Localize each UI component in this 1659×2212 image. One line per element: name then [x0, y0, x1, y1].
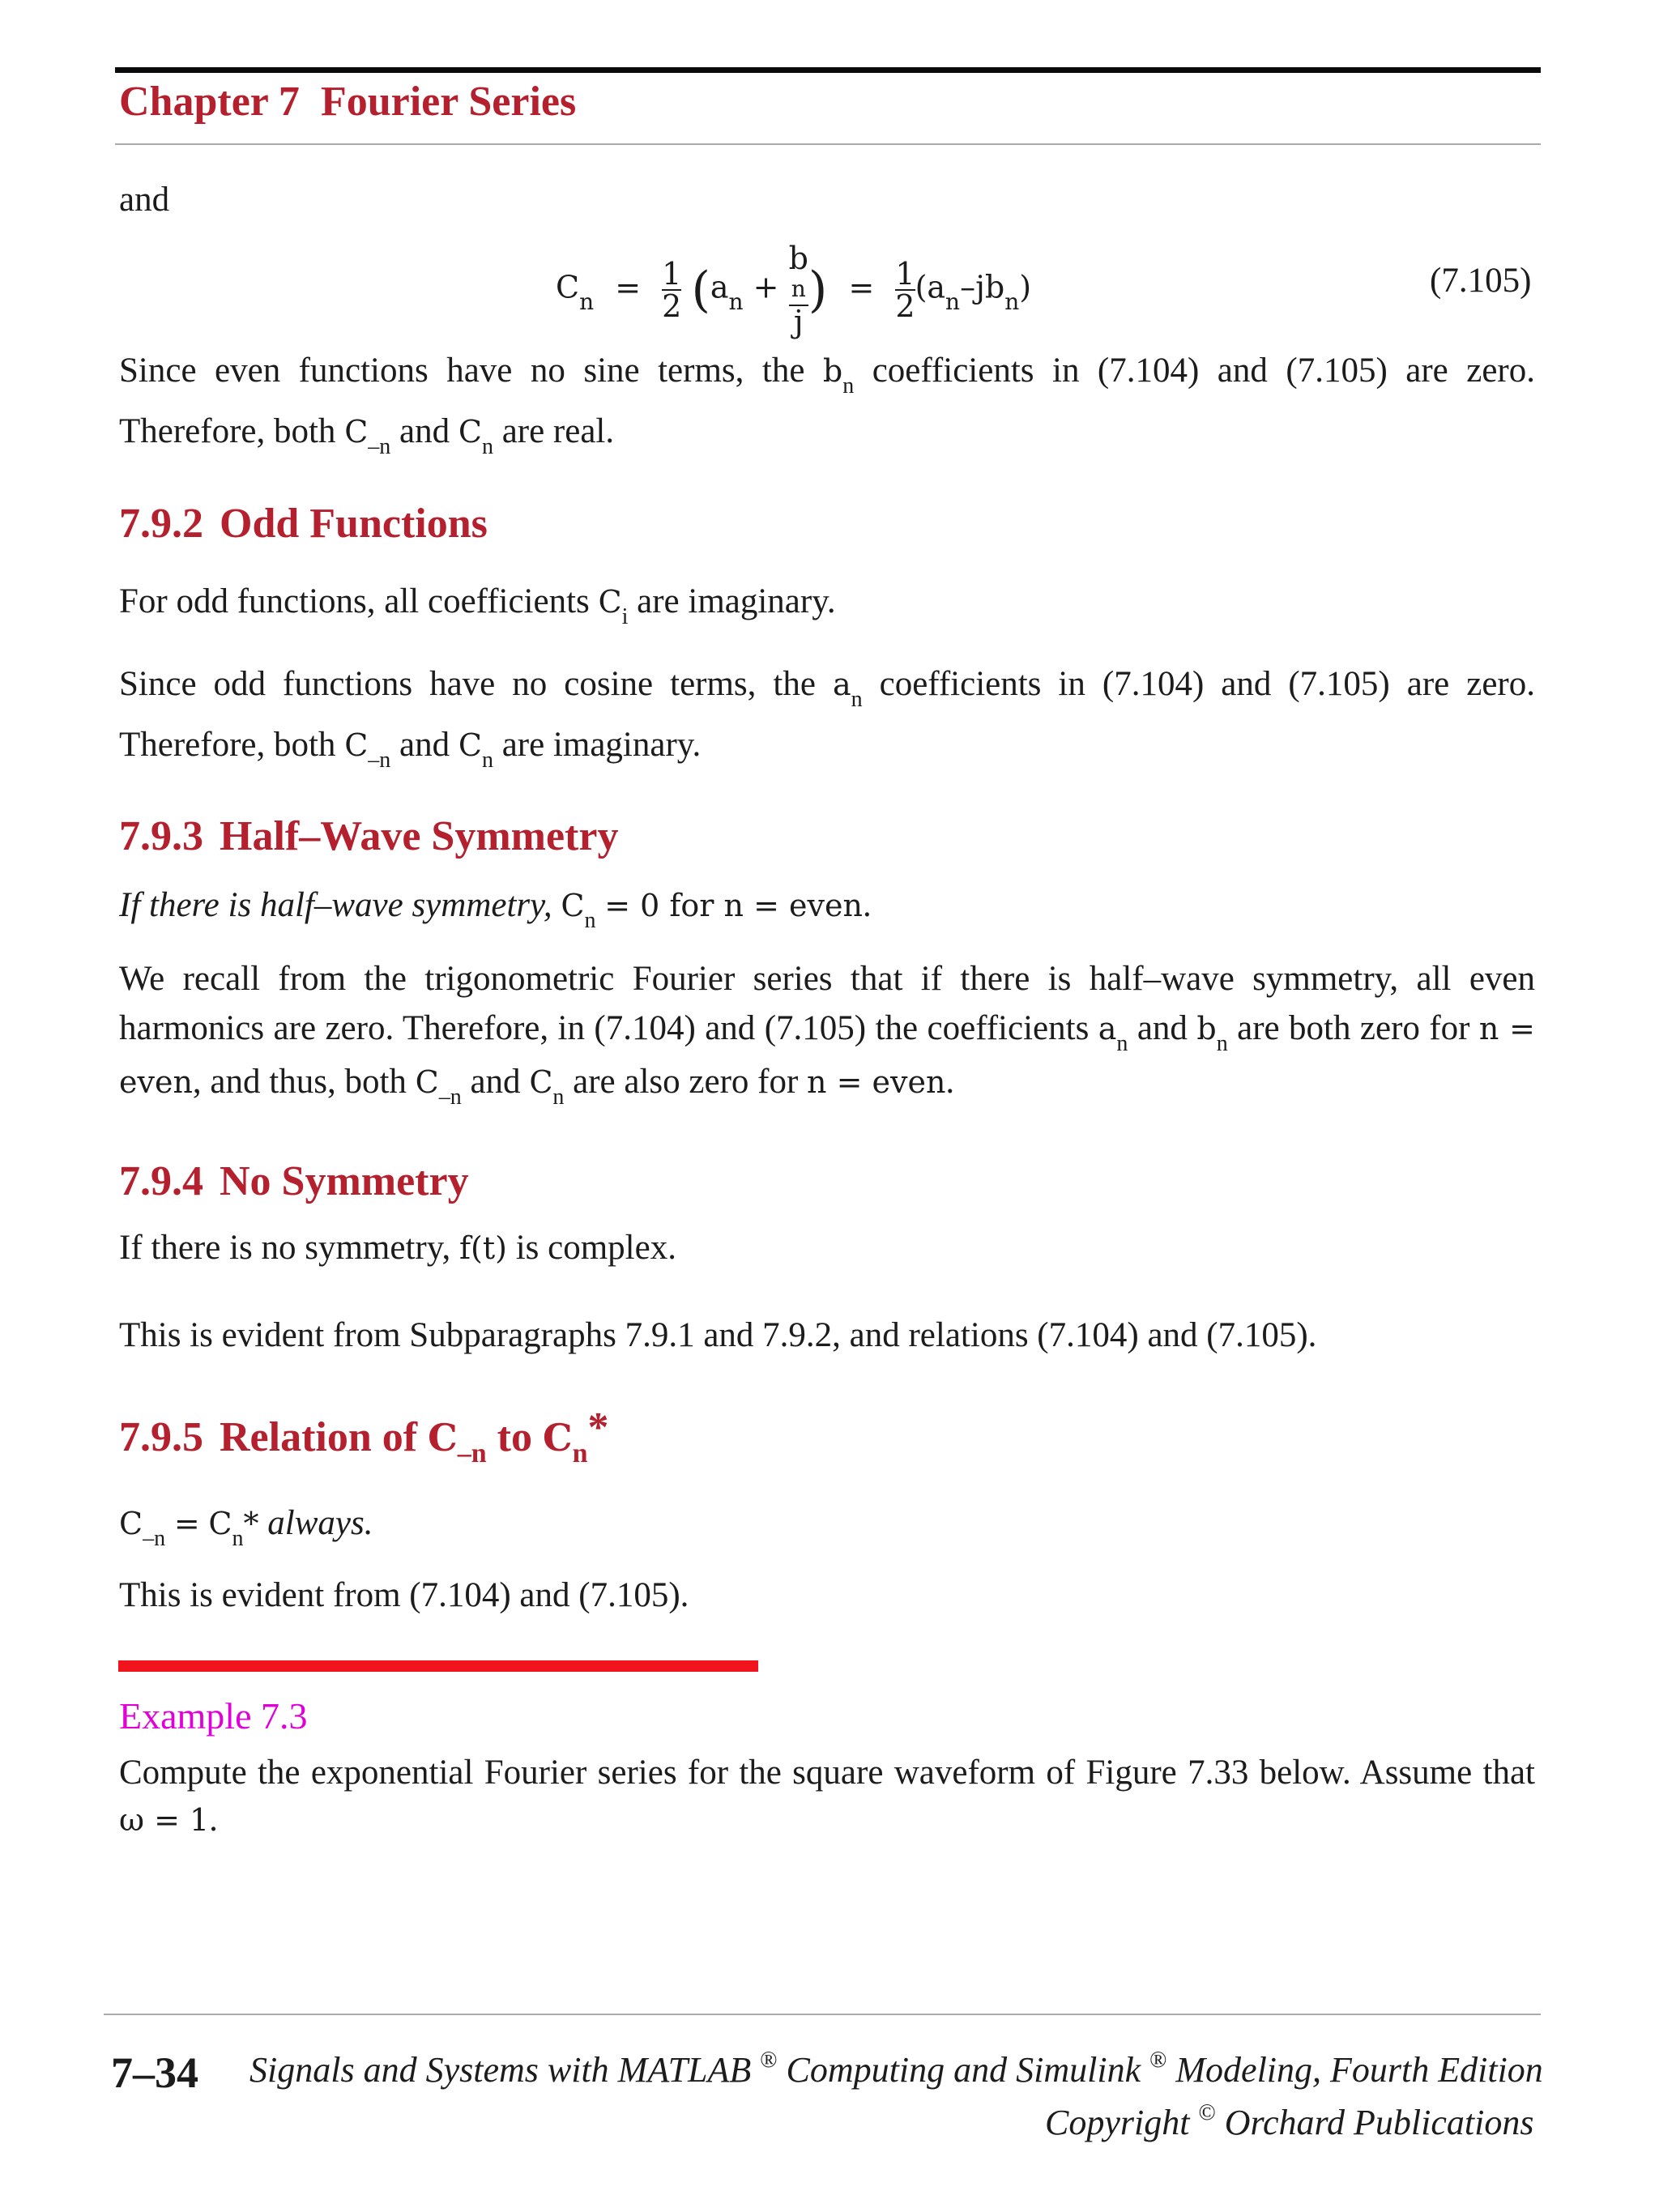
example-text: Compute the exponential Fourier series for the square waveform of Figure 7.33 below. Assume that ω = 1. — [119, 1754, 1535, 1839]
chapter-header — [119, 78, 576, 126]
footer-copyright: Copyright © Orchard Publications — [1045, 2100, 1534, 2142]
page-number: 7–34 — [111, 2048, 198, 2097]
paragraph-odd-2: Since odd functions have no cosine terms, the $a_n$ coefficients in (7.104) and (7.105) are zero. Therefore, both $C_{-n}$ and $C_n$ are imaginary. — [119, 665, 1535, 773]
example-separator-bar — [118, 1660, 758, 1672]
eq-rhs-close: ) — [1019, 269, 1032, 305]
paragraph-halfwave-1: If there is half–wave symmetry, $C_n = 0$ for n = even. — [119, 886, 872, 933]
eq-fraction-half-2: $\frac{1}{2}$ — [895, 256, 915, 324]
equation-number: (7.105) — [1430, 262, 1532, 300]
header-rule — [115, 143, 1541, 145]
eq-plus: + — [753, 269, 779, 305]
section-7-9-4-heading: 7.9.4 No Symmetry — [119, 1158, 469, 1204]
paragraph-even: Since even functions have no sine terms, the $b_n$ coefficients in (7.104) and (7.105) are zero. Therefore, both $C_{-n}$ and $C_n$ are real. — [119, 352, 1535, 459]
eq-c: C — [556, 269, 580, 305]
eq-a: a — [710, 269, 729, 305]
eq-equals-2: = — [848, 269, 875, 305]
eq-equals: = — [615, 269, 642, 305]
eq-sub: n — [579, 288, 595, 315]
paragraph-halfwave-2: We recall from the trigonometric Fourier series that if there is half–wave symmetry, all even harmonics are zero. Therefore, in (7.104) and (7.105) the coefficients $a_n$ and $b_n$ are both zero for n = even, and thus, both $C_{-n}$ and $C_n$ are also zero for n = even. — [119, 960, 1535, 1110]
top-rule — [115, 67, 1541, 73]
example-label: Example 7.3 — [119, 1695, 308, 1737]
section-7-9-5-heading: 7.9.5 Relation of $C_{-n}$ to $C_n*$ — [119, 1404, 609, 1468]
eq-fraction-half: $\frac{1}{2}$ — [662, 256, 682, 324]
eq-open: ( — [691, 262, 710, 318]
chapter-title: Fourier Series — [320, 79, 577, 125]
eq-rhs: (a — [915, 269, 946, 305]
equation-7-105 — [556, 243, 1031, 337]
paragraph-nosym-1: If there is no symmetry, f(t) is complex. — [119, 1229, 676, 1267]
chapter-label: Chapter 7 — [119, 79, 300, 125]
eq-fraction-bj: b n j — [788, 241, 808, 339]
eq-close: ) — [808, 262, 828, 318]
paragraph-odd-1: For odd functions, all coefficients $C_i$ are imaginary. — [119, 582, 836, 629]
section-7-9-3-heading: 7.9.3 Half–Wave Symmetry — [119, 813, 619, 859]
footer-rule — [104, 2014, 1541, 2015]
footer-book-title: Signals and Systems with MATLAB ® Computing and Simulink ® Modeling, Fourth Edition — [249, 2048, 1543, 2090]
eq-a-sub: n — [728, 288, 744, 315]
eq-minus-jb: –jb — [960, 269, 1005, 305]
paragraph-nosym-2: This is evident from Subparagraphs 7.9.1 and 7.9.2, and relations (7.104) and (7.105). — [119, 1316, 1317, 1354]
paragraph-relation-2: This is evident from (7.104) and (7.105). — [119, 1576, 689, 1614]
intro-and: and — [119, 181, 170, 219]
paragraph-relation-1: $C_{-n} = C_n*$ always. — [119, 1504, 373, 1551]
eq-rhs-sub: n — [945, 288, 961, 315]
section-7-9-2-heading: 7.9.2 Odd Functions — [119, 501, 488, 547]
eq-jb-sub: n — [1004, 288, 1020, 315]
